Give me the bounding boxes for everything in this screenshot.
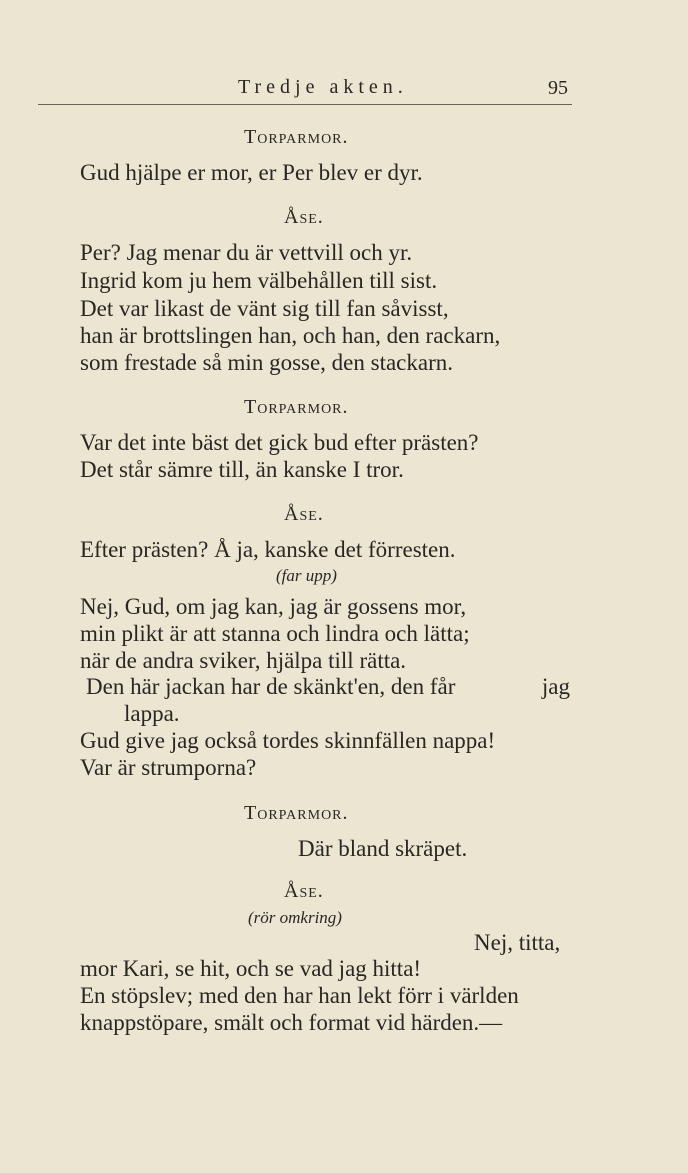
speaker-ase: Åse. [284,880,324,902]
verse-line: som frestade så min gosse, den stackarn. [80,350,454,375]
stage-direction: (rör omkring) [248,908,342,927]
page-number: 95 [548,77,568,99]
verse-line: han är brottslingen han, och han, den rackarn, [80,323,501,348]
verse-line: Efter prästen? Å ja, kanske det förresten. [80,537,456,562]
verse-line: En stöpslev; med den har han lekt förr i världen [80,983,519,1008]
running-header [38,74,572,105]
verse-line: Det står sämre till, än kanske I tror. [80,457,404,482]
speaker-ase: Åse. [284,503,324,525]
verse-line: Ingrid kom ju hem välbehållen till sist. [80,268,438,293]
verse-line: Nej, titta, [474,930,561,955]
verse-line: min plikt är att stanna och lindra och lätta; [80,621,470,646]
speaker-ase: Åse. [284,206,324,228]
verse-line-justified [86,674,570,700]
verse-line: Där bland skräpet. [298,836,468,861]
speaker-torparmor: Torparmor. [244,396,349,418]
speaker-torparmor: Torparmor. [244,802,349,824]
verse-line: Nej, Gud, om jag kan, jag är gossens mor, [80,594,467,619]
verse-line: mor Kari, se hit, och se vad jag hitta! [80,956,422,981]
running-title: Tredje akten. [238,76,408,98]
speaker-torparmor: Torparmor. [244,126,349,148]
verse-line: när de andra sviker, hjälpa till rätta. [80,648,407,673]
verse-line: Gud give jag också tordes skinnfällen nappa! [80,728,496,753]
verse-line: Gud hjälpe er mor, er Per blev er dyr. [80,160,423,185]
verse-line: Det var likast de vänt sig till fan såvisst, [80,296,449,321]
verse-line-part: jag [541,674,570,699]
verse-line: Var är strumporna? [80,755,257,780]
stage-direction: (far upp) [276,566,337,585]
verse-line-part: Den här jackan har de skänkt'en, den får [86,674,456,699]
verse-line: Per? Jag menar du är vettvill och yr. [80,240,413,265]
verse-line: Var det inte bäst det gick bud efter prästen? [80,430,479,455]
verse-line: knappstöpare, smält och format vid härden.— [80,1010,503,1035]
verse-line-continuation: lappa. [124,701,180,726]
